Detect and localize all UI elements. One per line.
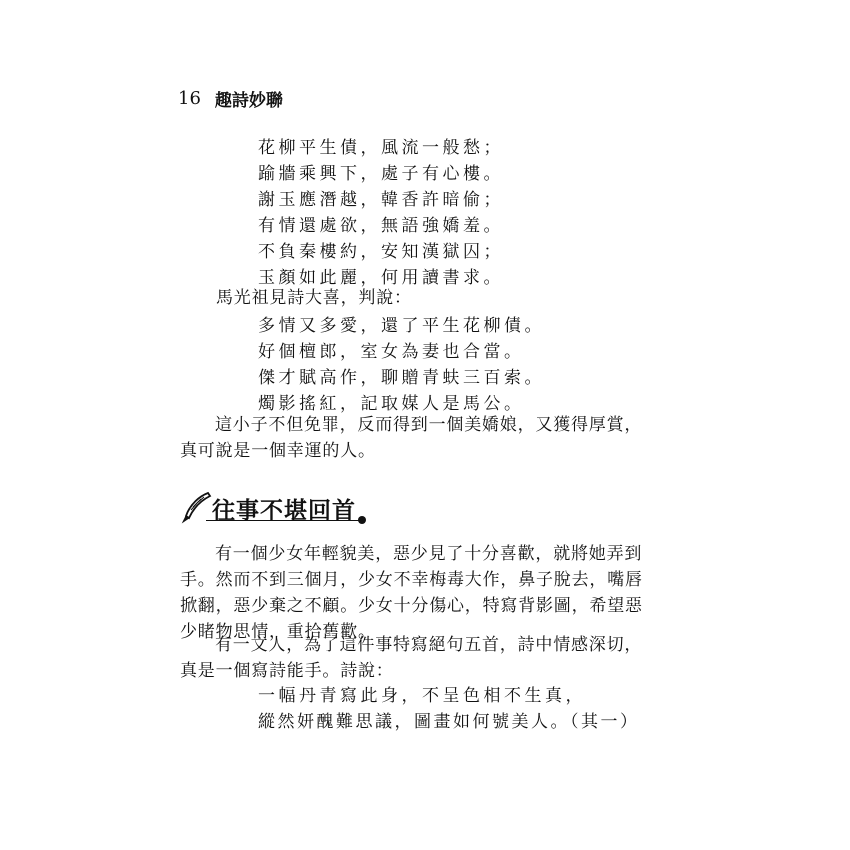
- intro-line: [216, 285, 412, 311]
- paragraph-line: 這小子不但免罪，反而得到一個美嬌娘，又獲得厚賞，: [215, 415, 643, 435]
- section-title: 往事不堪回首: [212, 498, 356, 524]
- title-underline: [206, 520, 361, 521]
- paragraph-1: [180, 412, 670, 464]
- poem-line: 有情還處欲，無語強嬌羞。: [258, 216, 504, 236]
- paragraph-3: [180, 632, 670, 684]
- paragraph-line: 有一個少女年輕貌美，惡少見了十分喜歡，就將她弄到: [215, 544, 643, 564]
- poem-line: 不負秦樓約，安知漢獄囚；: [258, 242, 504, 262]
- paragraph-line: 掀翻，惡少棄之不顧。少女十分傷心，特寫背影圖，希望惡: [180, 596, 643, 616]
- section-heading: [178, 490, 378, 530]
- book-title: 趣詩妙聯: [214, 90, 283, 111]
- poem-line: 好個檀郎，室女為妻也合當。: [258, 342, 525, 362]
- paragraph-line: 真可說是一個幸運的人。: [180, 441, 376, 461]
- page-number: 16: [178, 87, 201, 109]
- paragraph-line: 有一文人，為了這件事特寫絕句五首，詩中情感深切，: [215, 635, 643, 655]
- poem-2: [258, 313, 545, 417]
- paragraph-line: 手。然而不到三個月，少女不幸梅毒大作，鼻子脫去，嘴唇: [180, 570, 643, 590]
- underline-dot: [358, 516, 366, 524]
- poem-line: 多情又多愛，還了平生花柳債。: [258, 316, 545, 336]
- poem-3: [258, 683, 640, 735]
- paragraph-line: 真是一個寫詩能手。詩說：: [180, 661, 394, 681]
- poem-line: 謝玉應潛越，韓香許暗偷；: [258, 190, 504, 210]
- poem-line: 玉顏如此麗，何用讀書求。: [258, 268, 504, 288]
- poem-1: [258, 135, 504, 291]
- page-header: [178, 86, 283, 110]
- paragraph-2: [180, 541, 670, 645]
- poem-line: 踰牆乘興下，處子有心樓。: [258, 164, 504, 184]
- poem-line: 縱然妍醜難思議，圖畫如何號美人。（其一）: [258, 712, 640, 732]
- poem-line: 燭影搖紅，記取媒人是馬公。: [258, 394, 525, 414]
- poem-line: 一幅丹青寫此身，不呈色相不生真，: [258, 686, 586, 706]
- poem-line: 傑才賦高作，聊贈青蚨三百索。: [258, 368, 545, 388]
- intro-text: 馬光祖見詩大喜，判說：: [216, 288, 412, 308]
- poem-line: 花柳平生債，風流一般愁；: [258, 138, 504, 158]
- paragraph-line: 少睹物思情，重拾舊歡。: [180, 622, 376, 642]
